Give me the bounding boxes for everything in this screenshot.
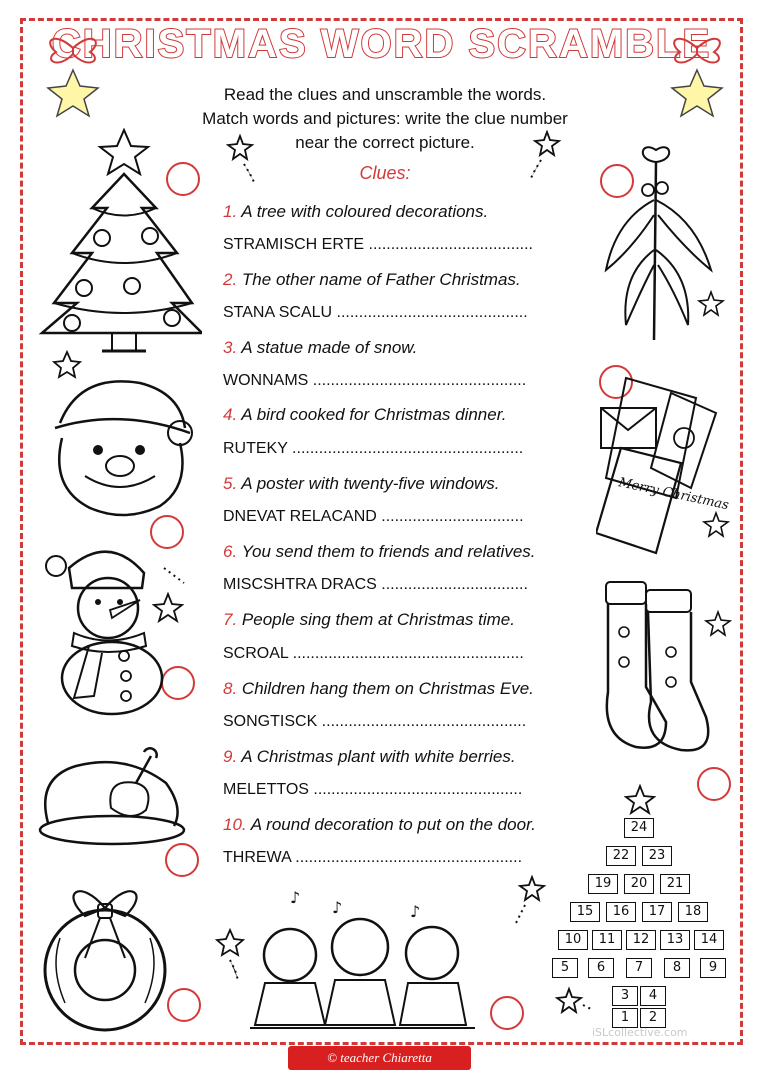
- advent-box: 1: [612, 1008, 638, 1028]
- clue-text: A poster with twenty-five windows.: [241, 474, 500, 493]
- mistletoe-icon: [596, 140, 736, 350]
- clue-text: Children hang them on Christmas Eve.: [241, 679, 534, 698]
- clue-3: [223, 338, 417, 358]
- advent-box: 22: [606, 846, 636, 866]
- christmas-stockings-icon: [596, 572, 736, 762]
- advent-box: 10: [558, 930, 588, 950]
- clue-text: A statue made of snow.: [241, 338, 418, 357]
- advent-box: 11: [592, 930, 622, 950]
- scrambled-word-1: STRAMISCH ERTE .....................................: [223, 236, 533, 253]
- advent-box: 15: [570, 902, 600, 922]
- clue-number: 5.: [223, 474, 238, 493]
- scrambled-word-3: WONNAMS ................................................: [223, 372, 527, 389]
- advent-star-icon: [624, 784, 656, 816]
- card-greeting: Merry Christmas: [617, 475, 731, 514]
- clue-text: A Christmas plant with white berries.: [241, 747, 516, 766]
- clue-7: [223, 610, 515, 630]
- advent-box: 2: [640, 1008, 666, 1028]
- clue-number: 1.: [223, 202, 238, 221]
- clue-text: People sing them at Christmas time.: [241, 610, 515, 629]
- clue-number: 8.: [223, 679, 238, 698]
- bow-star-left-icon: [38, 30, 108, 120]
- clue-number: 2.: [223, 270, 238, 289]
- clue-number: 10.: [223, 815, 247, 834]
- scrambled-word-9: MELETTOS ...............................................: [223, 781, 523, 798]
- clue-text: A bird cooked for Christmas dinner.: [241, 405, 507, 424]
- clue-1: [223, 202, 488, 222]
- clue-2: [223, 270, 521, 290]
- instruction-line-2: Match words and pictures: write the clue number: [202, 109, 568, 128]
- clue-number: 7.: [223, 610, 238, 629]
- clues-heading: Clues:: [359, 163, 411, 183]
- clue-10: [223, 815, 536, 835]
- clue-text: A tree with coloured decorations.: [241, 202, 489, 221]
- santa-claus-icon: [40, 368, 200, 518]
- bow-star-right-icon: [662, 30, 732, 120]
- christmas-tree-icon: [32, 128, 202, 360]
- clue-9: [223, 747, 516, 767]
- advent-box: 8: [664, 958, 690, 978]
- advent-box: 3: [612, 986, 638, 1006]
- star-icon: [510, 875, 550, 925]
- scrambled-word-2: STANA SCALU ...........................................: [223, 304, 528, 321]
- advent-box: 12: [626, 930, 656, 950]
- clue-number: 4.: [223, 405, 238, 424]
- star-icon: [226, 134, 258, 184]
- page-title: CHRISTMAS WORD SCRAMBLE: [51, 22, 712, 66]
- clue-5: [223, 474, 500, 494]
- advent-box: 5: [552, 958, 578, 978]
- clue-number: 9.: [223, 747, 238, 766]
- advent-box: 7: [626, 958, 652, 978]
- clue-6: [223, 542, 536, 562]
- scrambled-word-10: THREWA ...................................................: [223, 849, 523, 866]
- scrambled-word-6: MISCSHTRA DRACS .................................: [223, 576, 528, 593]
- clue-8: [223, 679, 534, 699]
- scrambled-word-4: RUTEKY ....................................................: [223, 440, 524, 457]
- instruction-line-3: near the correct picture.: [295, 133, 475, 152]
- clue-number: 6.: [223, 542, 238, 561]
- advent-box: 14: [694, 930, 724, 950]
- carol-singers-icon: [210, 885, 490, 1035]
- svg-text:♪: ♪: [332, 898, 343, 917]
- answer-circle-stockings[interactable]: [697, 767, 731, 801]
- advent-box: 4: [640, 986, 666, 1006]
- clue-text: The other name of Father Christmas.: [241, 270, 521, 289]
- watermark: iSLcollective.com: [592, 1026, 688, 1039]
- instruction-line-1: Read the clues and unscramble the words.: [223, 85, 547, 104]
- scrambled-word-5: DNEVAT RELACAND ................................: [223, 508, 524, 525]
- advent-box: 13: [660, 930, 690, 950]
- clue-4: [223, 405, 506, 425]
- advent-box: 24: [624, 818, 654, 838]
- clue-text: A round decoration to put on the door.: [250, 815, 536, 834]
- scrambled-word-7: SCROAL ....................................................: [223, 645, 524, 662]
- christmas-cards-icon: [596, 368, 736, 560]
- advent-box: 6: [588, 958, 614, 978]
- advent-box: 18: [678, 902, 708, 922]
- christmas-wreath-icon: [30, 878, 180, 1038]
- clue-number: 3.: [223, 338, 238, 357]
- answer-circle-carol-singers[interactable]: [490, 996, 524, 1030]
- advent-box: 21: [660, 874, 690, 894]
- clue-text: You send them to friends and relatives.: [241, 542, 536, 561]
- advent-box: 20: [624, 874, 654, 894]
- advent-box: 17: [642, 902, 672, 922]
- svg-text:♪: ♪: [410, 902, 421, 921]
- scrambled-word-8: SONGTISCK ..............................................: [223, 713, 527, 730]
- advent-box: 16: [606, 902, 636, 922]
- advent-box: 23: [642, 846, 672, 866]
- svg-text:♪: ♪: [290, 888, 301, 907]
- advent-box: 9: [700, 958, 726, 978]
- advent-box: 19: [588, 874, 618, 894]
- author-credit: © teacher Chiaretta: [288, 1046, 471, 1070]
- snowman-icon: [34, 538, 194, 718]
- star-icon: [527, 130, 563, 180]
- roast-turkey-icon: [36, 738, 188, 850]
- star-icon: [555, 985, 595, 1025]
